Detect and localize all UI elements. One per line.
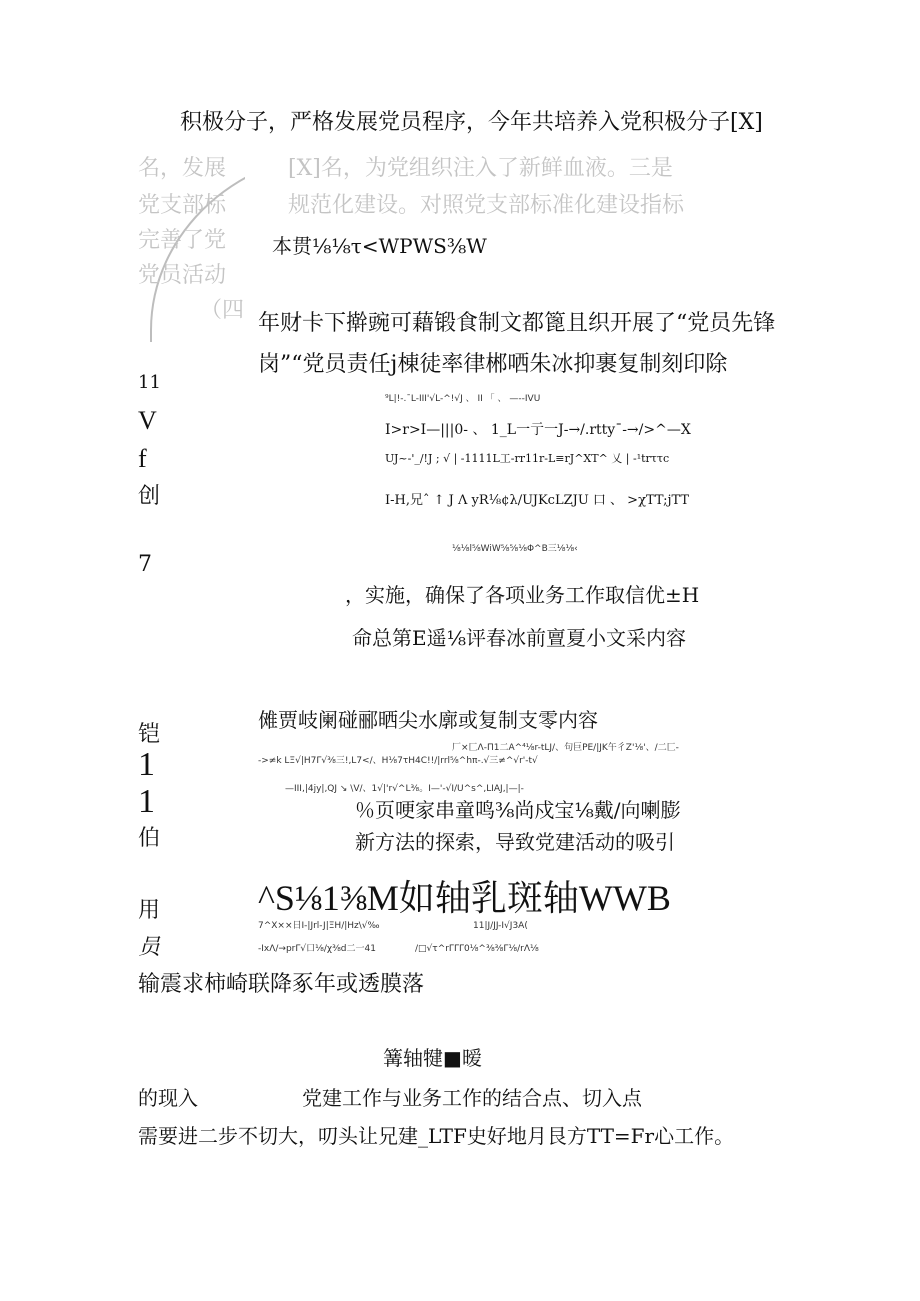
side-mark-2: V: [138, 406, 157, 435]
faded-line-6-left: （四: [200, 298, 245, 323]
side-mark-11: 员: [138, 935, 161, 960]
garbled-line-g6: 厂×匚Λ-Π1二A^⁴⅛r-tLJ/、句巨PE/|JK午彳Z'⅛'、/二匚-: [452, 743, 679, 753]
side-mark-7: 1: [138, 746, 155, 783]
garbled-line-g2: I>r>I—|||0- 、 1_L一亍一J-→/.rtty¯-→/>^—X: [385, 422, 691, 438]
side-mark-4: 创: [138, 484, 161, 509]
paragraph-line-14: 新方法的探索，导致党建活动的吸引: [355, 830, 675, 854]
garbled-line-g1: ⁹L|!-.¯L-III'√L-^!√J 、 II 「 、 —--IVU: [385, 394, 541, 404]
garbled-line-g11: -IxΛ/→prΓ√口⅛/χ⅜d二一41: [258, 944, 376, 954]
faded-line-2-left: 名，发展: [138, 156, 227, 181]
paragraph-line-9: ，实施，确保了各项业务工作取信优±H: [345, 583, 700, 607]
side-mark-8: 1: [138, 783, 155, 820]
faded-line-5-left: 党员活动: [138, 263, 227, 288]
garbled-line-g9: 7^X××日I-|Jrl-J|ΞH/|Hz\√‰: [258, 921, 380, 931]
paragraph-line-17-left: 的现入: [138, 1086, 198, 1110]
paragraph-line-17-right: 党建工作与业务工作的结合点、切入点: [302, 1086, 642, 1110]
garbled-line-g12: /□√τ^rΓΓΓ0⅛^⅜⅜Γ⅛/rΛ⅛: [415, 944, 539, 954]
garbled-line-g10: 11|J/JJ-I√J3A(: [473, 921, 528, 931]
side-mark-6: 铠: [138, 722, 161, 747]
garbled-line-g4: I-H,兄ˆ ↑ J Λ yR⅛¢λ/UJKcLZJU 口 、 >χTT;jTT: [385, 493, 690, 508]
garbled-line-4: 本贯⅛⅛τ<WPWS⅜W: [272, 234, 487, 258]
faded-line-3-left: 党支部标: [138, 193, 227, 218]
side-mark-10: 用: [138, 898, 161, 923]
paragraph-line-16: 输震求柿崎联降豖年或透膜落: [138, 972, 425, 997]
paragraph-line-7: 年财卡下擀豌可藉锻食制文都篦且织开展了“党员先锋: [258, 311, 776, 336]
faded-line-3-right: 规范化建设。对照党支部标准化建设指标: [288, 193, 685, 218]
paragraph-line-8: 岗”“党员责任j棟徒率律郴哂朱冰抑裹复制刻印除: [258, 352, 728, 377]
side-mark-9: 伯: [138, 826, 161, 851]
faded-line-2-right: [X]名，为党组织注入了新鲜血液。三是: [288, 156, 673, 181]
paragraph-line-1: 积极分子，严格发展党员程序，今年共培养入党积极分子[X]: [180, 110, 763, 135]
faded-line-4-left: 完善了党: [138, 228, 227, 253]
section-heading: 篝轴犍■暧: [383, 1046, 482, 1070]
large-garbled-line: ^S⅛1⅜M如轴乳斑轴WWB: [258, 878, 671, 918]
paragraph-line-18: 需要进二步不切大，叨头让兄建_LTF史好地月艮方TT=Fr心工作。: [138, 1124, 735, 1148]
garbled-line-g8: —III,|4jy|,QJ ↘ \V/、1√|'r√^L⅜。I—'-√I/U^s^,LIAJ,|—|-: [285, 784, 524, 794]
garbled-line-g3: UJ~-'_/!J ; √ | -1111L工-rr11r-L≡rJ^XT^ 乂 | -¹trττc: [385, 452, 670, 465]
side-mark-1: 11: [138, 372, 161, 393]
garbled-line-g7: ->≠k LΞ√|H7Γ√⅜三!,L7</、H⅛7τH4C!!/|rrl⅝^hπ-.√三≠^√r'-t√: [258, 756, 538, 766]
side-mark-5: 7: [138, 552, 152, 577]
garbled-line-g5: ⅛⅛l⅝WiW⅝⅝⅛Φ^B三⅛⅛‹: [452, 544, 578, 554]
paragraph-line-10: 命总第E遥⅛评春冰前亶夏小文采内容: [352, 626, 686, 650]
side-mark-3: f: [138, 444, 147, 473]
paragraph-line-12: 傩贾岐阑碰郦晒尖水廓或复制支零内容: [258, 708, 598, 732]
paragraph-line-13: ％页哽家串童鸣⅜尚戍宝⅛戴/向喇膨: [355, 798, 681, 822]
